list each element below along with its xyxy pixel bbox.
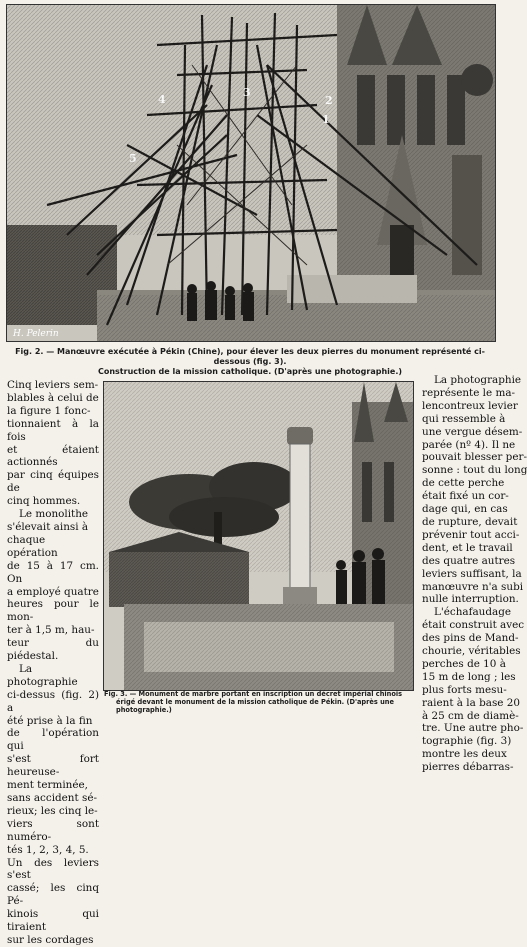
left-column-line: de 15 à 17 cm. On [7, 559, 99, 585]
left-column-line: rieux; les cinq le- [7, 804, 98, 817]
lever-number-2: 2 [325, 94, 333, 107]
figure-3-caption [104, 690, 412, 714]
left-column-line: viers sont numéro- [7, 817, 99, 843]
figure-2-caption-line-1: Fig. 2. — Manœuvre exécutée à Pékin (Chine), pour élever les deux pierres du monument représenté ci-dessous (fig. 3). [15, 347, 485, 366]
left-column-line: kinois qui tiraient [7, 908, 99, 934]
left-column-line: tionnaient à la fois [7, 417, 99, 443]
lever-number-1: 1 [322, 113, 330, 126]
left-column-line: sans accident sé- [7, 792, 97, 804]
figure-3-illustration [103, 381, 414, 691]
right-column-line: dent, et le travail [422, 541, 513, 554]
left-column-line: la figure 1 fonc- [7, 404, 91, 417]
figure-3-caption-line-2: érigé devant le monument de la mission catholique de Pékin. (D'après une [116, 698, 394, 706]
monument-engraving [104, 382, 413, 690]
left-column-line: blables à celui de [7, 391, 99, 404]
left-column-line: La photographie [7, 662, 78, 688]
right-column-line: des pins de Mand- [422, 632, 519, 645]
left-column-line: cinq hommes. [7, 495, 81, 508]
right-column-line: de rupture, devait [422, 515, 518, 528]
left-column-line: Le monolithe [19, 508, 89, 521]
lever-number-4: 4 [158, 93, 166, 106]
left-column-line: ci-dessus (fig. 2) a [7, 688, 99, 714]
right-column-line: était fixé un cor- [422, 490, 509, 503]
left-text-column [7, 379, 99, 947]
right-column-line: pouvait blesser per- [422, 451, 527, 464]
left-column-line: teur du piédestal. [7, 637, 99, 663]
left-column-line: chaque opération [7, 533, 58, 559]
lever-number-3: 3 [243, 86, 251, 99]
left-column-line: s'est fort heureuse- [7, 753, 99, 779]
right-column-line: des quatre autres [422, 554, 516, 567]
right-column-line: pierres débarras- [422, 761, 514, 774]
right-text-column [422, 374, 527, 774]
left-column-line: s'élevait ainsi à [7, 520, 89, 533]
right-column-line: 15 m de long ; les [422, 670, 516, 683]
right-column-line: sonne : tout du long [422, 464, 527, 477]
left-column-line: été prise à la fin [7, 714, 93, 727]
right-column-line: perches de 10 à [422, 657, 506, 670]
right-column-line: montre les deux [422, 748, 507, 761]
engraver-signature: H. Pelerin [13, 329, 59, 339]
right-column-line: raient à la base 20 [422, 696, 520, 709]
right-column-line: La photographie [434, 374, 522, 386]
right-column-line: une vergue désem- [422, 425, 523, 438]
right-column-line: de cette perche [422, 477, 505, 490]
right-column-line: chourie, véritables [422, 645, 521, 658]
left-column-line: sur les cordages [7, 933, 94, 946]
left-column-line: par cinq équipes de [7, 469, 99, 495]
figure-3-caption-line-1: Fig. 3. — Monument de marbre portant en inscription un décret impérial chinois [104, 690, 403, 698]
right-column-line: tographie (fig. 3) [422, 735, 512, 748]
left-column-line: et étaient actionnés [7, 443, 99, 469]
left-column-line: Cinq leviers sem- [7, 379, 99, 391]
right-column-line: L'échafaudage [434, 606, 511, 619]
right-column-line: lencontreux levier [422, 399, 518, 412]
lever-number-5: 5 [129, 152, 137, 165]
right-column-line: tre. Une autre pho- [422, 722, 524, 735]
left-column-line: de l'opération qui [7, 727, 99, 753]
left-column-line: tés 1, 2, 3, 4, 5. [7, 843, 89, 856]
right-column-line: parée (nº 4). Il ne [422, 438, 516, 451]
left-column-line: a employé quatre [7, 585, 99, 598]
left-column-line: heures pour le mon- [7, 598, 99, 624]
figure-2-caption-line-2: Construction de la mission catholique. (D'après une photographie.) [97, 367, 403, 376]
left-column-line: cassé; les cinq Pé- [7, 882, 99, 908]
right-column-line: dage qui, en cas [422, 503, 508, 516]
right-column-line: était construit avec [422, 619, 525, 632]
right-column-line: prévenir tout acci- [422, 528, 520, 541]
left-column-line: Un des leviers s'est [7, 856, 99, 882]
cathedral-facade [337, 5, 495, 295]
figure-2-illustration [6, 4, 496, 342]
right-column-line: manœuvre n'a subi [422, 580, 524, 593]
left-column-line: ment terminée, [7, 779, 88, 792]
right-column-line: leviers suffisant, la [422, 567, 522, 580]
figure-2-caption [12, 347, 488, 377]
right-column-line: nulle interruption. [422, 593, 519, 606]
figure-3-caption-line-3: photographie.) [116, 706, 172, 714]
left-column-line: ter à 1,5 m, hau- [7, 624, 95, 637]
right-column-line: représente le ma- [422, 386, 516, 399]
right-column-line: à 25 cm de diamè- [422, 709, 519, 722]
right-column-line: plus forts mesu- [422, 683, 507, 696]
right-column-line: qui ressemble à [422, 412, 506, 425]
scaffolding-engraving [7, 5, 495, 341]
